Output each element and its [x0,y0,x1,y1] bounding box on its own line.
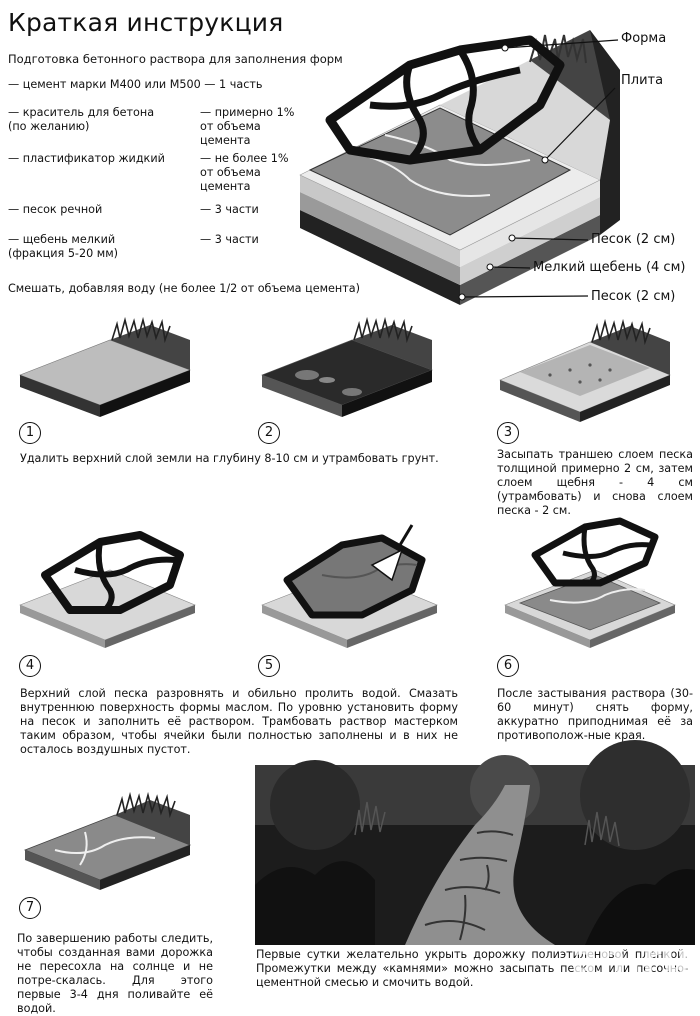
step-1-illustration [20,320,190,425]
step-description: Удалить верхний слой земли на глубину 8-10 см и утрамбовать грунт. [20,452,439,465]
step-description: После застывания раствора (30-60 минут) снять форму, аккуратно приподнимая её за противополож-ные края. [497,687,693,742]
step-number: 5 [258,655,280,677]
step-number: 7 [19,897,41,919]
step-number: 2 [258,422,280,444]
label-sand-bottom: Песок (2 см) [591,289,676,304]
step-description: Верхний слой песка разровнять и обильно пролить водой. Смазать внутреннюю поверхность формы маслом. По уровню установить форму на песок и заполнить её раствором. Трамбовать раствор мастерком таким образом, чтобы ячейки были полностью заполнены и в них не осталось воздушных пустот. [20,687,458,756]
ingredient-name: — цемент марки М400 или М500 — 1 часть [8,78,263,91]
ingredient-quantity: — 3 части [200,203,259,216]
step-4-illustration [20,520,200,650]
page-title: Краткая инструкция [8,8,284,37]
step-number: 4 [19,655,41,677]
step-7-illustration [25,790,195,905]
step-number: 3 [497,422,519,444]
ingredient-name: — пластификатор жидкий [8,152,165,165]
ingredient-quantity: — примерно 1% от объема цемента [200,106,295,147]
step-number: 1 [19,422,41,444]
step-5-illustration [262,520,442,650]
step-2-illustration [262,320,432,425]
label-gravel: Мелкий щебень (4 см) [533,260,686,275]
step-3-illustration [500,320,675,425]
ingredient-quantity: — не более 1% от объема цемента [200,152,289,193]
label-form: Форма [621,31,667,46]
final-note: Первые сутки желательно укрыть дорожку полиэтиленовой пленкой. Промежутки между «камнями» можно засыпать песком или песочно-цементной смесью и смочить водой. [256,948,688,989]
ingredient-name: — краситель для бетона (по желанию) [8,106,155,133]
step-description: По завершению работы следить, чтобы созданная вами дорожка не пересохла на солнце и не потре-скалась. Для этого первые 3-4 дня поливайте её водой. [17,932,213,1015]
watermark-brand: an.ru [571,936,690,982]
recipe-subtitle: Подготовка бетонного раствора для заполнения форм [8,52,343,66]
label-sand-top: Песок (2 см) [591,232,676,247]
label-slab: Плита [621,73,664,88]
mix-note: Смешать, добавляя воду (не более 1/2 от объема цемента) [8,282,360,295]
ingredient-quantity: — 3 части [200,233,259,246]
step-description: Засыпать траншею слоем песка толщиной примерно 2 см, затем слоем щебня - 4 см (утрамбовать) и снова слоем песка - 2 см. [497,448,693,517]
finished-path-photo [255,765,695,945]
step-6-illustration [505,515,680,655]
ingredient-name: — песок речной [8,203,103,216]
ingredient-name: — щебень мелкий (фракция 5-20 мм) [8,233,119,260]
step-number: 6 [497,655,519,677]
watermark-tagline: интернет-аукцион [607,983,686,992]
